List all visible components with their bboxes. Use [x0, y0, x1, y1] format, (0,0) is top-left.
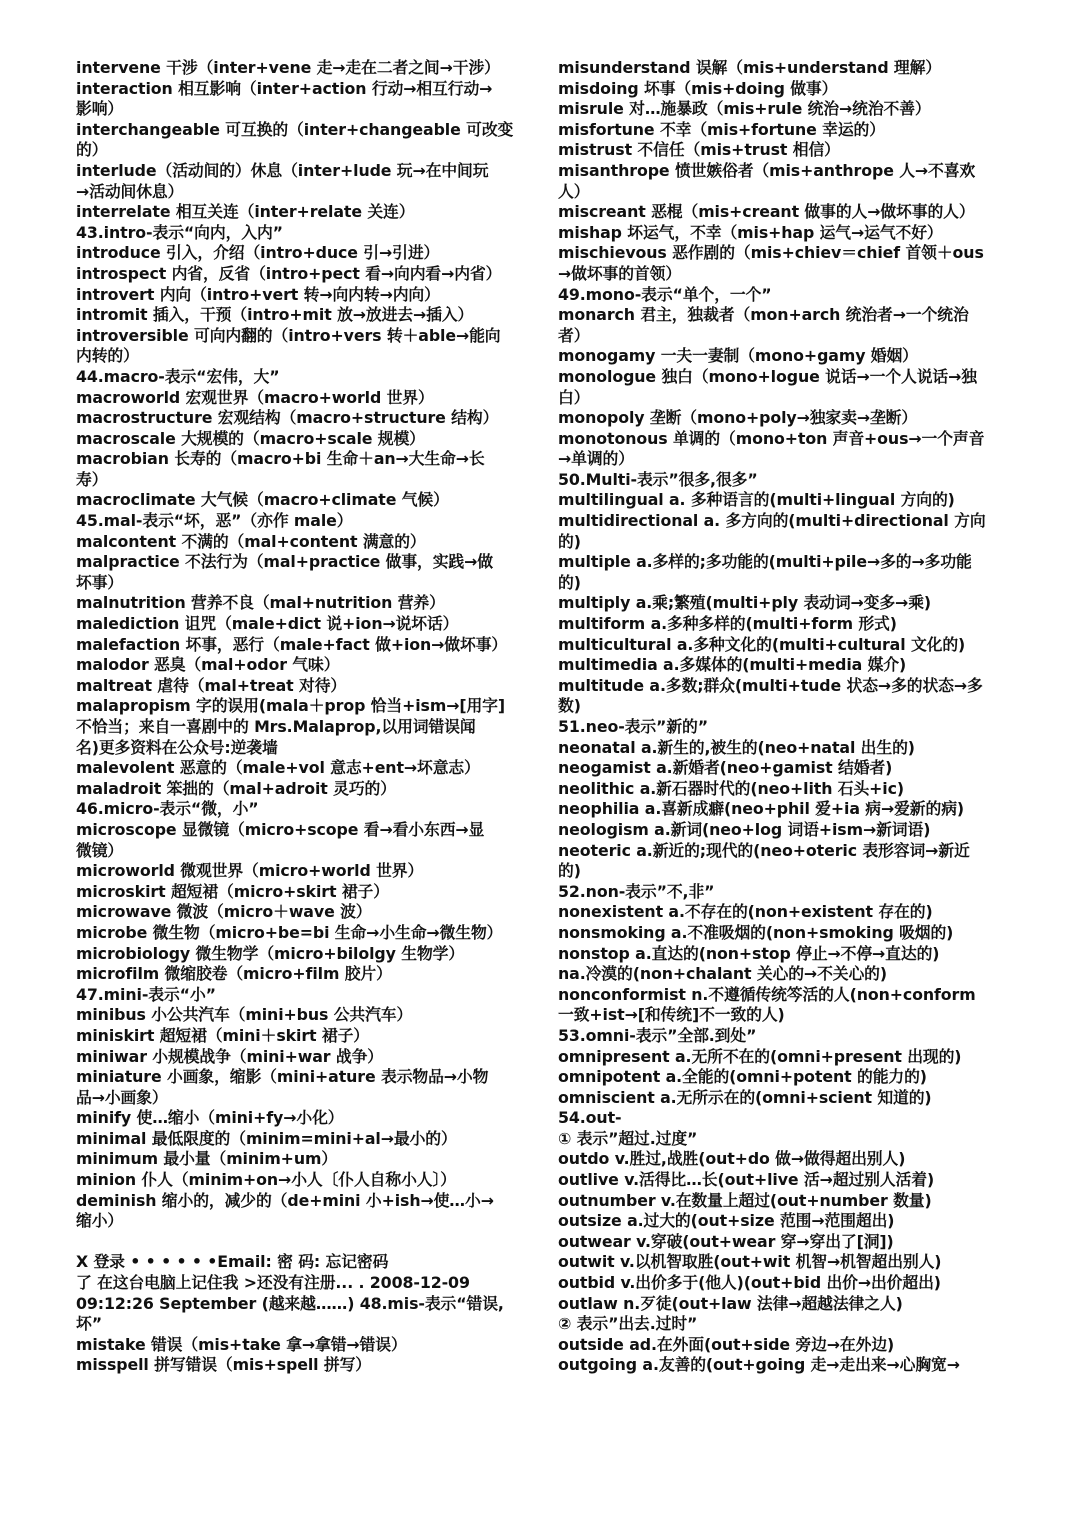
text-line: multiply a.乘;繁殖(multi+ply 表动词→变多→乘)	[558, 593, 932, 613]
text-line: 坏事）	[76, 572, 124, 592]
text-line: multiform a.多种多样的(multi+form 形式)	[558, 614, 897, 634]
text-line: introvert 内向（intro+vert 转→向内转→内向）	[76, 284, 440, 304]
text-line: outbid v.出价多于(他人)(out+bid 出价→出价超出)	[558, 1273, 941, 1293]
text-line: maltreat 虐待（mal+treat 对待）	[76, 675, 347, 695]
text-line: microworld 微观世界（micro+world 世界）	[76, 861, 424, 881]
text-line: 人）	[558, 181, 590, 201]
text-line: outwit v.以机智取胜(out+wit 机智→机智超出别人)	[558, 1252, 942, 1272]
text-line: monopoly 垄断（mono+poly→独家卖→垄断）	[558, 408, 918, 428]
text-line: minion 仆人（minim+on→小人〔仆人自称小人〕）	[76, 1170, 456, 1190]
text-line: monarch 君主，独裁者（mon+arch 统治者→一个统治	[558, 305, 969, 325]
text-line: multimedia a.多媒体的(multi+media 媒介)	[558, 655, 907, 675]
text-line: microskirt 超短裙（micro+skirt 裙子）	[76, 881, 389, 901]
text-line: multiple a.多样的;多功能的(multi+pile→多的→多功能	[558, 552, 972, 572]
text-line: monogamy 一夫一妻制（mono+gamy 婚姻）	[558, 346, 918, 366]
text-line: neologism a.新词(neo+log 词语+ism→新词语)	[558, 819, 931, 839]
text-line: multitude a.多数;群众(multi+tude 状态→多的状态→多	[558, 675, 983, 695]
text-line: outgoing a.友善的(out+going 走→走出来→心胸宽→	[558, 1355, 960, 1375]
text-line: neoteric a.新近的;现代的(neo+oteric 表形容词→新近	[558, 840, 970, 860]
text-line: miniskirt 超短裙（mini＋skirt 裙子）	[76, 1025, 369, 1045]
text-line: nonconformist n.不遵循传统笒活的人(non+conform	[558, 984, 976, 1004]
text-line: deminish 缩小的，减少的（de+mini 小+ish→使…小→	[76, 1190, 494, 1210]
text-line: 50.Multi-表示”很多,很多”	[558, 469, 758, 489]
text-line: macrostructure 宏观结构（macro+structure 结构）	[76, 408, 499, 428]
text-line: 45.mal-表示“坏，恶”（亦作 male）	[76, 511, 353, 531]
text-line: malodor 恶臭（mal+odor 气味）	[76, 655, 340, 675]
text-line: macroworld 宏观世界（macro+world 世界）	[76, 387, 434, 407]
text-line: malnutrition 营养不良（mal+nutrition 营养）	[76, 593, 445, 613]
text-line: microwave 微波（micro＋wave 波）	[76, 902, 372, 922]
text-line: minibus 小公共汽车（mini+bus 公共汽车）	[76, 1005, 413, 1025]
text-line: 46.micro-表示“微，小”	[76, 799, 259, 819]
text-line: 内转的）	[76, 346, 139, 366]
text-line: outwear v.穿破(out+wear 穿→穿出了[洞])	[558, 1231, 894, 1251]
text-line: outside ad.在外面(out+side 旁边→在外边)	[558, 1334, 895, 1354]
text-line: misdoing 坏事（mis+doing 做事）	[558, 78, 838, 98]
text-line: outsize a.过大的(out+size 范围→范围超出)	[558, 1211, 895, 1231]
text-line: →活动间休息）	[76, 181, 184, 201]
text-line: monotonous 单调的（mono+ton 声音+ous→一个声音	[558, 428, 985, 448]
text-line: nonexistent a.不存在的(non+existent 存在的)	[558, 902, 933, 922]
text-line: monologue 独白（mono+logue 说话→一个人说话→独	[558, 366, 977, 386]
text-line: 者）	[558, 325, 590, 345]
text-line: outnumber v.在数量上超过(out+number 数量)	[558, 1190, 932, 1210]
text-line	[76, 1232, 524, 1253]
text-line: 43.intro-表示“向内，入内”	[76, 222, 283, 242]
text-line: introduce 引入，介绍（intro+duce 引→引进）	[76, 243, 440, 263]
text-line: omnipotent a.全能的(omni+potent 的能力的)	[558, 1067, 927, 1087]
text-line: 09:12:26 September (越来越……) 48.mis-表示“错误,	[76, 1293, 504, 1313]
text-line: interlude（活动间的）休息（inter+lude 玩→在中间玩	[76, 160, 489, 180]
text-line: maladroit 笨拙的（mal+adroit 灵巧的）	[76, 778, 396, 798]
text-line: neonatal a.新生的,被生的(neo+natal 出生的)	[558, 737, 915, 757]
text-line: 的)	[558, 572, 581, 592]
text-line: 47.mini-表示“小”	[76, 984, 216, 1004]
text-line: →做坏事的首领）	[558, 263, 682, 283]
text-line: microscope 显微镜（micro+scope 看→看小东西→显	[76, 819, 485, 839]
text-line: 的)	[558, 531, 581, 551]
text-line: malcontent 不满的（mal+content 满意的）	[76, 531, 426, 551]
text-line: 53.omni-表示”全部.到处”	[558, 1025, 757, 1045]
text-line: interchangeable 可互换的（inter+changeable 可改变	[76, 119, 514, 139]
text-line: misrule 对…施暴政（mis+rule 统治→统治不善）	[558, 99, 931, 119]
text-line: misunderstand 误解（mis+understand 理解）	[558, 58, 942, 77]
text-line: mistrust 不信任（mis+trust 相信）	[558, 140, 840, 160]
text-line: miscreant 恶棍（mis+creant 做事的人→做坏事的人）	[558, 202, 975, 222]
text-line: malediction 诅咒（male+dict 说+ion→说坏话）	[76, 614, 459, 634]
text-line: macroclimate 大气候（macro+climate 气候）	[76, 490, 449, 510]
text-line: macroscale 大规模的（macro+scale 规模）	[76, 428, 425, 448]
text-line: malapropism 字的误用(mala＋prop 恰当+ism→[用字]	[76, 696, 505, 716]
text-line: ① 表示”超过.过度”	[558, 1128, 698, 1148]
text-line: omnipresent a.无所不在的(omni+present 出现的)	[558, 1046, 962, 1066]
text-line: 白）	[558, 387, 590, 407]
text-line: 一致+ist→[和传统]不一致的人)	[558, 1005, 785, 1025]
text-line: multicultural a.多种文化的(multi+cultural 文化的)	[558, 634, 966, 654]
text-line: introversible 可向内翻的（intro+vers 转＋able→能向	[76, 325, 501, 345]
text-line: outlaw n.歹徒(out+law 法律→超越法律之人)	[558, 1293, 903, 1313]
text-line: multilingual a. 多种语言的(multi+lingual 方向的)	[558, 490, 955, 510]
text-line: 寿）	[76, 469, 108, 489]
text-line: 品→小画象）	[76, 1087, 168, 1107]
text-line: mischievous 恶作剧的（mis+chiev＝chief 首领＋ous	[558, 243, 984, 263]
text-line: X 登录 • • • • • •Email: 密 码: 忘记密码	[76, 1252, 389, 1272]
text-line: minimum 最小量（minim+um）	[76, 1149, 338, 1169]
text-line: intromit 插入，干预（intro+mit 放→放进去→插入）	[76, 305, 474, 325]
text-line: microbiology 微生物学（micro+bilolgy 生物学）	[76, 943, 465, 963]
text-line: 数)	[558, 696, 581, 716]
text-line: neophilia a.喜新成癖(neo+phil 爱+ia 病→爱新的病)	[558, 799, 965, 819]
text-line: microfilm 微缩胶卷（micro+film 胶片）	[76, 964, 392, 984]
text-line: outlive v.活得比…长(out+live 活→超过别人活着)	[558, 1170, 935, 1190]
text-line: nonstop a.直达的(non+stop 停止→不停→直达的)	[558, 943, 940, 963]
text-line: 49.mono-表示“单个，一个”	[558, 284, 772, 304]
text-line: mistake 错误（mis+take 拿→拿错→错误）	[76, 1334, 407, 1354]
text-line: 54.out-	[558, 1108, 622, 1128]
text-line: interaction 相互影响（inter+action 行动→相互行动→	[76, 78, 493, 98]
text-line: 影响）	[76, 99, 124, 119]
text-line: 44.macro-表示“宏伟，大”	[76, 366, 280, 386]
text-line: 52.non-表示”不,非”	[558, 881, 715, 901]
text-line: miniature 小画象，缩影（mini+ature 表示物品→小物	[76, 1067, 489, 1087]
text-line: 了 在这台电脑上记住我 >还没有注册... . 2008-12-09	[76, 1273, 470, 1293]
text-line: macrobian 长寿的（macro+bi 生命＋an→大生命→长	[76, 449, 485, 469]
text-line: introspect 内省，反省（intro+pect 看→向内看→内省）	[76, 263, 502, 283]
text-line: microbe 微生物（micro+be=bi 生命→小生命→微生物）	[76, 922, 503, 942]
text-line: malevolent 恶意的（male+vol 意志+ent→坏意志）	[76, 758, 480, 778]
text-line: minify 使…缩小（mini+fy→小化）	[76, 1108, 344, 1128]
text-line: na.冷漠的(non+chalant 关心的→不关心的)	[558, 964, 887, 984]
text-line: 名)更多资料在公众号:逆袭墙	[76, 737, 278, 757]
text-line: malefaction 坏事，恶行（male+fact 做+ion→做坏事）	[76, 634, 508, 654]
text-line: outdo v.胜过,战胜(out+do 做→做得超出别人)	[558, 1149, 906, 1169]
text-line: 坏”	[76, 1314, 102, 1334]
text-line: multidirectional a. 多方向的(multi+directional 方向	[558, 511, 986, 531]
text-line: misspell 拼写错误（mis+spell 拼写）	[76, 1355, 371, 1375]
right-column	[558, 58, 1006, 1376]
text-line: 的）	[76, 140, 108, 160]
text-line: 不恰当；来自一喜剧中的 Mrs.Malaprop,以用词错误闻	[76, 717, 476, 736]
text-line: 微镜）	[76, 840, 124, 860]
text-line: mishap 坏运气，不幸（mis+hap 运气→运气不好）	[558, 222, 943, 242]
text-line: nonsmoking a.不准吸烟的(non+smoking 吸烟的)	[558, 922, 954, 942]
text-line: misfortune 不幸（mis+fortune 幸运的）	[558, 119, 885, 139]
text-line: neogamist a.新婚者(neo+gamist 结婚者)	[558, 758, 893, 778]
text-line: malpractice 不法行为（mal+practice 做事，实践→做	[76, 552, 493, 572]
left-column	[76, 58, 524, 1376]
text-line: →单调的）	[558, 449, 634, 469]
text-line: intervene 干涉（inter+vene 走→走在二者之间→干涉）	[76, 58, 500, 77]
text-line: ② 表示”出去.过时”	[558, 1314, 698, 1334]
text-line: misanthrope 愤世嫉俗者（mis+anthrope 人→不喜欢	[558, 160, 976, 180]
text-line: interrelate 相互关连（inter+relate 关连）	[76, 202, 415, 222]
text-line: 缩小）	[76, 1211, 124, 1231]
text-line: miniwar 小规模战争（mini+war 战争）	[76, 1046, 383, 1066]
text-line: neolithic a.新石器时代的(neo+lith 石头+ic)	[558, 778, 904, 798]
text-line: 51.neo-表示”新的”	[558, 717, 709, 736]
text-line: omniscient a.无所示在的(omni+scient 知道的)	[558, 1087, 932, 1107]
text-line: 的)	[558, 861, 581, 881]
text-line: minimal 最低限度的（minim=mini+al→最小的）	[76, 1128, 457, 1148]
